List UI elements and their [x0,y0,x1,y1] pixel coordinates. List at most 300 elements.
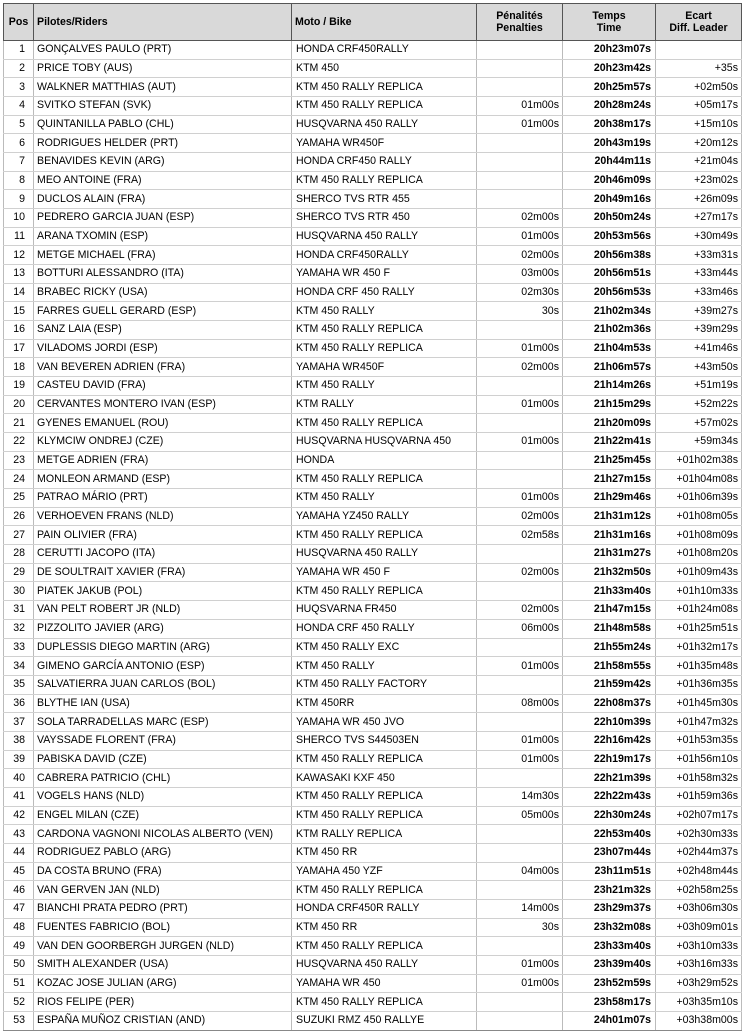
table-row [4,881,742,900]
table-row [4,806,742,825]
rider-cell: GONÇALVES PAULO (PRT) [34,41,292,60]
rider-cell: PIZZOLITO JAVIER (ARG) [34,619,292,638]
penalty-cell: 04m00s [477,862,563,881]
pos-cell: 37 [4,713,34,732]
pos-cell: 31 [4,601,34,620]
penalty-cell: 01m00s [477,731,563,750]
penalty-cell [477,59,563,78]
bike-cell: SHERCO TVS RTR 455 [292,190,477,209]
table-row [4,414,742,433]
table-row [4,395,742,414]
penalty-cell [477,582,563,601]
time-cell: 21h27m15s [563,470,656,489]
gap-cell: +03h10m33s [656,937,742,956]
gap-cell: +03h16m33s [656,955,742,974]
rider-cell: DUPLESSIS DIEGO MARTIN (ARG) [34,638,292,657]
table-row [4,209,742,228]
table-row [4,190,742,209]
pos-cell: 16 [4,321,34,340]
penalty-cell: 01m00s [477,750,563,769]
penalty-cell [477,377,563,396]
rider-cell: PRICE TOBY (AUS) [34,59,292,78]
table-body [4,41,742,1031]
time-cell: 20h46m09s [563,171,656,190]
table-row [4,769,742,788]
time-cell: 21h31m12s [563,507,656,526]
bike-cell: HUSQVARNA 450 RALLY [292,545,477,564]
rider-cell: METGE MICHAEL (FRA) [34,246,292,265]
rider-cell: RODRIGUES HELDER (PRT) [34,134,292,153]
table-row [4,115,742,134]
rider-cell: SALVATIERRA JUAN CARLOS (BOL) [34,675,292,694]
rider-cell: GYENES EMANUEL (ROU) [34,414,292,433]
gap-cell: +01h32m17s [656,638,742,657]
gap-cell: +02h07m17s [656,806,742,825]
penalty-cell: 03m00s [477,265,563,284]
bike-cell: YAMAHA WR 450 F [292,265,477,284]
bike-cell: KTM 450 RR [292,843,477,862]
penalty-cell [477,545,563,564]
penalty-cell: 30s [477,302,563,321]
time-cell: 20h38m17s [563,115,656,134]
table-row [4,78,742,97]
bike-cell: KTM 450 RALLY REPLICA [292,339,477,358]
time-cell: 23h52m59s [563,974,656,993]
penalty-cell: 05m00s [477,806,563,825]
bike-cell: YAMAHA WR 450 [292,974,477,993]
bike-cell: SUZUKI RMZ 450 RALLYE [292,1011,477,1030]
gap-cell: +23m02s [656,171,742,190]
rider-cell: VAN DEN GOORBERGH JURGEN (NLD) [34,937,292,956]
pos-cell: 47 [4,899,34,918]
gap-cell: +20m12s [656,134,742,153]
time-cell: 20h50m24s [563,209,656,228]
penalty-cell: 02m00s [477,246,563,265]
gap-cell: +15m10s [656,115,742,134]
table-row [4,377,742,396]
time-cell: 20h23m07s [563,41,656,60]
pos-cell: 14 [4,283,34,302]
gap-cell: +01h56m10s [656,750,742,769]
table-row [4,843,742,862]
penalty-cell: 02m58s [477,526,563,545]
gap-cell: +27m17s [656,209,742,228]
time-cell: 22h30m24s [563,806,656,825]
rider-cell: RIOS FELIPE (PER) [34,993,292,1012]
table-row [4,713,742,732]
table-row [4,694,742,713]
gap-cell: +01h10m33s [656,582,742,601]
bike-cell: KTM 450 RALLY REPLICA [292,97,477,116]
header-penalties-en: Penalties [496,22,543,34]
rider-cell: ENGEL MILAN (CZE) [34,806,292,825]
bike-cell: YAMAHA 450 YZF [292,862,477,881]
pos-cell: 3 [4,78,34,97]
rider-cell: DUCLOS ALAIN (FRA) [34,190,292,209]
penalty-cell: 01m00s [477,955,563,974]
table-row [4,1011,742,1030]
bike-cell: HUSQVARNA 450 RALLY [292,955,477,974]
bike-cell: KTM 450 [292,59,477,78]
time-cell: 22h22m43s [563,787,656,806]
rider-cell: METGE ADRIEN (FRA) [34,451,292,470]
table-row [4,526,742,545]
pos-cell: 2 [4,59,34,78]
penalty-cell: 01m00s [477,433,563,452]
pos-cell: 23 [4,451,34,470]
pos-cell: 18 [4,358,34,377]
table-row [4,899,742,918]
time-cell: 21h29m46s [563,489,656,508]
pos-cell: 42 [4,806,34,825]
time-cell: 23h11m51s [563,862,656,881]
gap-cell [656,41,742,60]
pos-cell: 44 [4,843,34,862]
pos-cell: 27 [4,526,34,545]
penalty-cell [477,937,563,956]
header-bike: Moto / Bike [292,4,477,41]
time-cell: 22h19m17s [563,750,656,769]
table-row [4,750,742,769]
time-cell: 21h20m09s [563,414,656,433]
table-row [4,265,742,284]
table-row [4,489,742,508]
penalty-cell: 01m00s [477,489,563,508]
bike-cell: KTM 450 RALLY REPLICA [292,78,477,97]
table-row [4,321,742,340]
time-cell: 20h49m16s [563,190,656,209]
gap-cell: +33m31s [656,246,742,265]
bike-cell: HONDA CRF450R RALLY [292,899,477,918]
penalty-cell: 02m00s [477,209,563,228]
table-row [4,993,742,1012]
time-cell: 21h59m42s [563,675,656,694]
pos-cell: 19 [4,377,34,396]
header-penalties [477,4,563,41]
table-row [4,862,742,881]
penalty-cell [477,470,563,489]
rider-cell: MONLEON ARMAND (ESP) [34,470,292,489]
time-cell: 21h14m26s [563,377,656,396]
gap-cell: +01h45m30s [656,694,742,713]
table-row [4,227,742,246]
pos-cell: 51 [4,974,34,993]
pos-cell: 46 [4,881,34,900]
time-cell: 21h15m29s [563,395,656,414]
pos-cell: 7 [4,153,34,172]
pos-cell: 17 [4,339,34,358]
time-cell: 23h39m40s [563,955,656,974]
bike-cell: HONDA CRF450RALLY [292,246,477,265]
bike-cell: KTM RALLY REPLICA [292,825,477,844]
rider-cell: SOLA TARRADELLAS MARC (ESP) [34,713,292,732]
penalty-cell [477,321,563,340]
gap-cell: +03h29m52s [656,974,742,993]
gap-cell: +02m50s [656,78,742,97]
gap-cell: +03h38m00s [656,1011,742,1030]
rider-cell: VAN PELT ROBERT JR (NLD) [34,601,292,620]
time-cell: 23h32m08s [563,918,656,937]
gap-cell: +02h44m37s [656,843,742,862]
gap-cell: +33m44s [656,265,742,284]
pos-cell: 4 [4,97,34,116]
time-cell: 20h23m42s [563,59,656,78]
rider-cell: SMITH ALEXANDER (USA) [34,955,292,974]
bike-cell: KTM 450RR [292,694,477,713]
penalty-cell: 30s [477,918,563,937]
table-row [4,787,742,806]
header-penalties-fr: Pénalités [496,10,543,22]
table-row [4,283,742,302]
pos-cell: 32 [4,619,34,638]
header-time-fr: Temps [592,10,626,22]
penalty-cell: 01m00s [477,395,563,414]
rider-cell: CERUTTI JACOPO (ITA) [34,545,292,564]
penalty-cell [477,993,563,1012]
gap-cell: +39m27s [656,302,742,321]
table-header [4,4,742,41]
bike-cell: YAMAHA WR450F [292,134,477,153]
rider-cell: PATRAO MÁRIO (PRT) [34,489,292,508]
time-cell: 24h01m07s [563,1011,656,1030]
header-gap [656,4,742,41]
penalty-cell: 02m00s [477,601,563,620]
bike-cell: YAMAHA YZ450 RALLY [292,507,477,526]
pos-cell: 29 [4,563,34,582]
bike-cell: HUQSVARNA FR450 [292,601,477,620]
penalty-cell: 01m00s [477,974,563,993]
penalty-cell [477,638,563,657]
rider-cell: PAIN OLIVIER (FRA) [34,526,292,545]
table-row [4,507,742,526]
bike-cell: HUSQVARNA HUSQVARNA 450 [292,433,477,452]
gap-cell: +05m17s [656,97,742,116]
table-row [4,59,742,78]
bike-cell: KTM 450 RALLY REPLICA [292,321,477,340]
penalty-cell [477,825,563,844]
pos-cell: 22 [4,433,34,452]
gap-cell: +59m34s [656,433,742,452]
results-table [3,3,742,1031]
rider-cell: DA COSTA BRUNO (FRA) [34,862,292,881]
pos-cell: 15 [4,302,34,321]
time-cell: 21h31m16s [563,526,656,545]
bike-cell: KTM 450 RALLY [292,302,477,321]
bike-cell: YAMAHA WR450F [292,358,477,377]
penalty-cell: 14m00s [477,899,563,918]
pos-cell: 26 [4,507,34,526]
penalty-cell [477,843,563,862]
rider-cell: VERHOEVEN FRANS (NLD) [34,507,292,526]
gap-cell: +01h04m08s [656,470,742,489]
table-row [4,433,742,452]
table-row [4,358,742,377]
gap-cell: +01h09m43s [656,563,742,582]
pos-cell: 11 [4,227,34,246]
bike-cell: KTM 450 RALLY REPLICA [292,806,477,825]
bike-cell: KTM 450 RALLY REPLICA [292,526,477,545]
table-row [4,246,742,265]
penalty-cell [477,881,563,900]
rider-cell: BENAVIDES KEVIN (ARG) [34,153,292,172]
rider-cell: MEO ANTOINE (FRA) [34,171,292,190]
bike-cell: KAWASAKI KXF 450 [292,769,477,788]
gap-cell: +01h24m08s [656,601,742,620]
penalty-cell [477,769,563,788]
bike-cell: SHERCO TVS RTR 450 [292,209,477,228]
table-row [4,974,742,993]
time-cell: 22h16m42s [563,731,656,750]
gap-cell: +03h06m30s [656,899,742,918]
rider-cell: SVITKO STEFAN (SVK) [34,97,292,116]
penalty-cell [477,1011,563,1030]
bike-cell: KTM 450 RALLY REPLICA [292,993,477,1012]
rider-cell: QUINTANILLA PABLO (CHL) [34,115,292,134]
penalty-cell: 02m00s [477,358,563,377]
bike-cell: KTM 450 RALLY REPLICA [292,937,477,956]
gap-cell: +30m49s [656,227,742,246]
time-cell: 21h47m15s [563,601,656,620]
bike-cell: KTM 450 RALLY REPLICA [292,787,477,806]
table-row [4,153,742,172]
gap-cell: +21m04s [656,153,742,172]
time-cell: 20h25m57s [563,78,656,97]
penalty-cell: 02m30s [477,283,563,302]
rider-cell: VAYSSADE FLORENT (FRA) [34,731,292,750]
pos-cell: 50 [4,955,34,974]
pos-cell: 30 [4,582,34,601]
pos-cell: 40 [4,769,34,788]
time-cell: 21h33m40s [563,582,656,601]
bike-cell: HONDA [292,451,477,470]
table-row [4,582,742,601]
gap-cell: +57m02s [656,414,742,433]
table-row [4,545,742,564]
pos-cell: 38 [4,731,34,750]
rider-cell: RODRIGUEZ PABLO (ARG) [34,843,292,862]
time-cell: 23h29m37s [563,899,656,918]
penalty-cell [477,78,563,97]
rider-cell: DE SOULTRAIT XAVIER (FRA) [34,563,292,582]
pos-cell: 13 [4,265,34,284]
penalty-cell: 14m30s [477,787,563,806]
penalty-cell: 01m00s [477,339,563,358]
gap-cell: +01h06m39s [656,489,742,508]
rider-cell: PIATEK JAKUB (POL) [34,582,292,601]
gap-cell: +01h08m05s [656,507,742,526]
gap-cell: +01h25m51s [656,619,742,638]
time-cell: 21h02m34s [563,302,656,321]
rider-cell: CERVANTES MONTERO IVAN (ESP) [34,395,292,414]
table-row [4,937,742,956]
time-cell: 21h31m27s [563,545,656,564]
penalty-cell [477,171,563,190]
rider-cell: BRABEC RICKY (USA) [34,283,292,302]
bike-cell: HONDA CRF 450 RALLY [292,619,477,638]
bike-cell: KTM 450 RALLY REPLICA [292,171,477,190]
gap-cell: +01h47m32s [656,713,742,732]
time-cell: 20h43m19s [563,134,656,153]
table-row [4,97,742,116]
gap-cell: +33m46s [656,283,742,302]
table-row [4,470,742,489]
header-pos: Pos [4,4,34,41]
table-row [4,451,742,470]
gap-cell: +01h59m36s [656,787,742,806]
bike-cell: KTM RALLY [292,395,477,414]
penalty-cell [477,451,563,470]
penalty-cell: 01m00s [477,97,563,116]
time-cell: 23h33m40s [563,937,656,956]
bike-cell: HONDA CRF 450 RALLY [292,283,477,302]
bike-cell: KTM 450 RALLY [292,657,477,676]
table-row [4,955,742,974]
pos-cell: 5 [4,115,34,134]
bike-cell: HONDA CRF450RALLY [292,41,477,60]
rider-cell: FARRES GUELL GERARD (ESP) [34,302,292,321]
bike-cell: KTM 450 RALLY REPLICA [292,414,477,433]
bike-cell: KTM 450 RALLY REPLICA [292,582,477,601]
pos-cell: 10 [4,209,34,228]
pos-cell: 53 [4,1011,34,1030]
time-cell: 22h21m39s [563,769,656,788]
table-row [4,601,742,620]
time-cell: 21h55m24s [563,638,656,657]
gap-cell: +52m22s [656,395,742,414]
gap-cell: +01h35m48s [656,657,742,676]
pos-cell: 48 [4,918,34,937]
bike-cell: KTM 450 RALLY [292,377,477,396]
bike-cell: YAMAHA WR 450 JVO [292,713,477,732]
bike-cell: KTM 450 RALLY REPLICA [292,470,477,489]
bike-cell: KTM 450 RALLY FACTORY [292,675,477,694]
header-time-en: Time [596,22,622,34]
time-cell: 21h58m55s [563,657,656,676]
rider-cell: FUENTES FABRICIO (BOL) [34,918,292,937]
gap-cell: +43m50s [656,358,742,377]
gap-cell: +03h35m10s [656,993,742,1012]
header-rider: Pilotes/Riders [34,4,292,41]
time-cell: 20h53m56s [563,227,656,246]
pos-cell: 6 [4,134,34,153]
time-cell: 21h25m45s [563,451,656,470]
table-row [4,134,742,153]
penalty-cell [477,153,563,172]
table-row [4,563,742,582]
penalty-cell: 01m00s [477,657,563,676]
time-cell: 23h07m44s [563,843,656,862]
table-row [4,171,742,190]
rider-cell: VOGELS HANS (NLD) [34,787,292,806]
pos-cell: 52 [4,993,34,1012]
time-cell: 20h28m24s [563,97,656,116]
table-row [4,41,742,60]
table-row [4,675,742,694]
penalty-cell [477,675,563,694]
time-cell: 20h56m38s [563,246,656,265]
penalty-cell [477,414,563,433]
time-cell: 22h08m37s [563,694,656,713]
time-cell: 20h56m51s [563,265,656,284]
gap-cell: +02h48m44s [656,862,742,881]
header-time [563,4,656,41]
pos-cell: 49 [4,937,34,956]
time-cell: 22h53m40s [563,825,656,844]
time-cell: 20h44m11s [563,153,656,172]
gap-cell: +01h08m09s [656,526,742,545]
gap-cell: +02h58m25s [656,881,742,900]
bike-cell: SHERCO TVS S44503EN [292,731,477,750]
